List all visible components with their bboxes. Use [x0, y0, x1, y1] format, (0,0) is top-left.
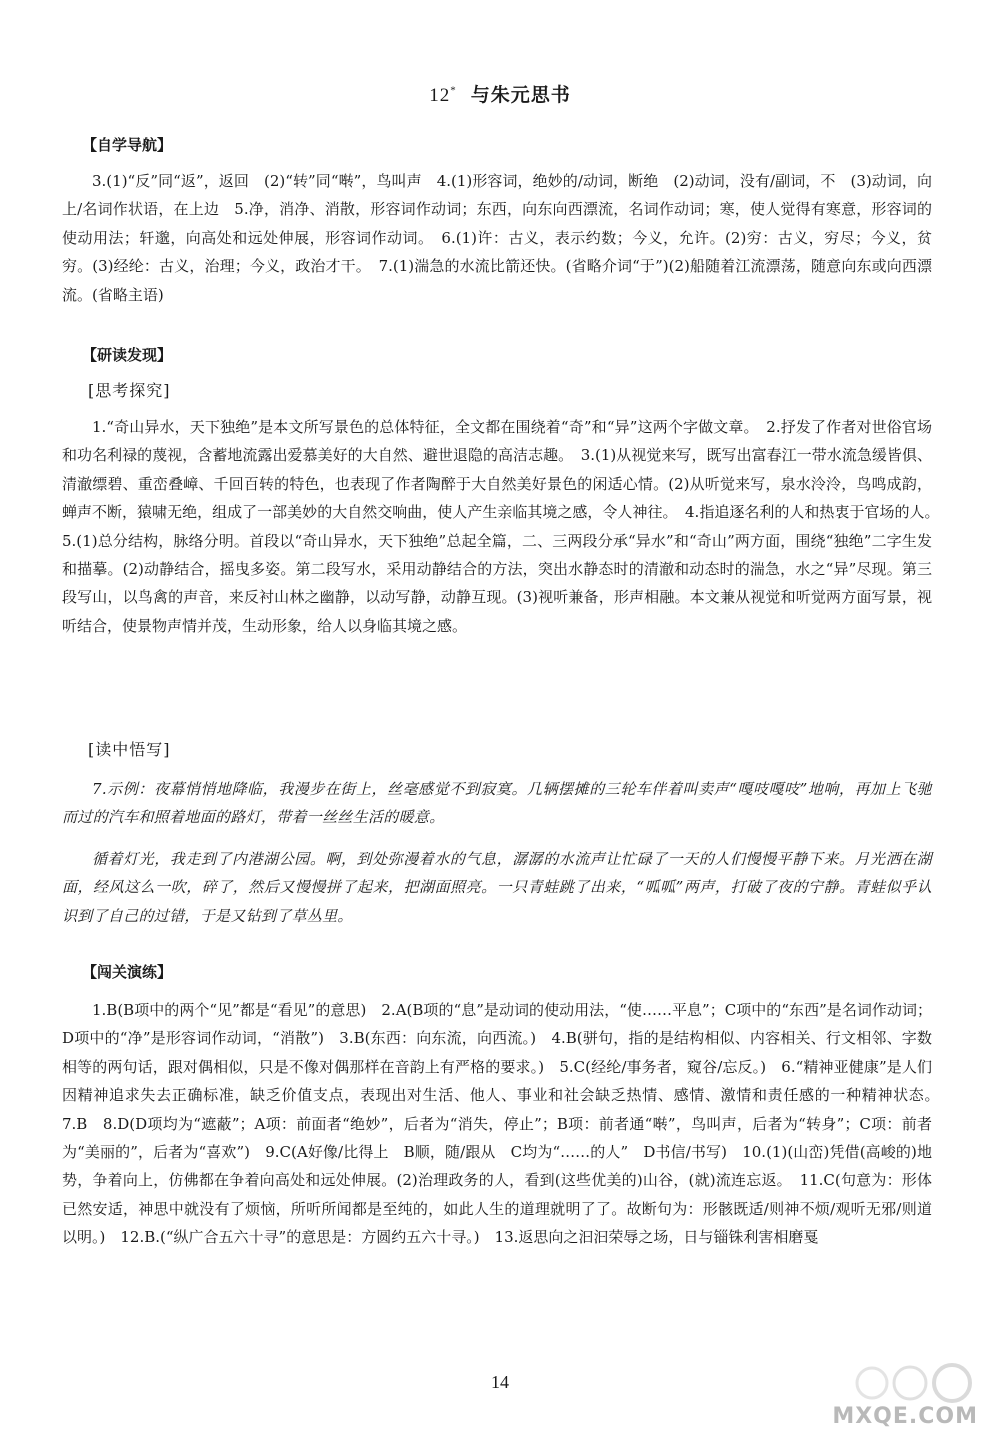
subheading-sikao: [思考探究] [88, 381, 171, 400]
lesson-number-text: 12 [429, 85, 451, 106]
chuangguan-answers: 1.B(B项中的两个“见”都是“看见”的意思) 2.A(B项的“息”是动词的使动用法，“使……平息”；C项中的“东西”是名词作动词；D项中的“净”是形容词作动词，“消散”) 3.B(东西：向东流，向西流。) 4.B(骈句，指的是结构相似、内容相关、行文相邻、字数相等的两句话，跟对偶相似，只是不像对偶那样在音韵上有严格的要求。) 5.C(经纶/事务者，窥谷/忘反。) 6.“精神亚健康”是人们因精神追求失去正确标准，缺乏价值支点，表现出对生活、他人、事业和社会缺乏热情、感情、激情和责任感的一种精神状态。 7.B 8.D(D项均为“遮蔽”；A项：前面者“绝妙”，后者为“消失，停止”；B项：前者通“啭”，鸟叫声，后者为“转身”；C项：前者为“美丽的”，后者为“喜欢”) 9.C(A好像/比得上 B顺，随/跟从 C均为“……的人” D书信/书写) 10.(1)(山峦)凭借(高峻的)地势，争着向上，仿佛都在争着向高处和远处伸展。(2)治理政务的人，看到(这些优美的)山谷，(就)流连忘返。 11.C(句意为：形体已然安适，神思中就没有了烦恼，所听所闻都是至纯的，如此人生的道理就明了了。故断句为：形骸既适/则神不烦/观听无邪/则道以明。) 12.B.(“纵广合五六十寻”的意思是：方圆约五六十寻。) 13.返思向之汩汩荣辱之场，日与锱铢利害相磨戛 [62, 1001, 948, 1247]
page-number: 14 [491, 1372, 509, 1392]
watermark-text: MXQE.COM [832, 1404, 978, 1429]
subheading-duzhong: [读中悟写] [88, 740, 171, 759]
page-title [0, 80, 1000, 107]
writing-sample-2: 循着灯光，我走到了内港湖公园。啊，到处弥漫着水的气息，潺潺的水流声让忙碌了一天的人们慢慢平静下来。月光洒在湖面，经风这么一吹，碎了，然后又慢慢拼了起来，把湖面照亮。一只青蛙跳了出来，“呱呱”两声，打破了夜的宁静。青蛙似乎认识到了自己的过错，于是又钻到了草丛里。 [62, 850, 932, 925]
lesson-mark: * [450, 84, 457, 97]
lesson-number [429, 85, 457, 106]
section-heading-chuangguan: 【闯关演练】 [82, 963, 173, 981]
writing-sample-1: 7.示例：夜幕悄悄地降临，我漫步在街上，丝毫感觉不到寂寞。几辆摆摊的三轮车伴着叫卖声“嘎吱嘎吱”地响，再加上飞驰而过的汽车和照着地面的路灯，带着一丝丝生活的暖意。 [62, 780, 932, 827]
section-heading-yandu: 【研读发现】 [82, 346, 173, 364]
yandu-answers: 1.“奇山异水，天下独绝”是本文所写景色的总体特征，全文都在围绕着“奇”和“异”这两个字做文章。 2.抒发了作者对世俗官场和功名利禄的蔑视，含蓄地流露出爱慕美好的大自然、避世退隐的高洁志趣。 3.(1)从视觉来写，既写出富春江一带水流急缓皆俱、清澈缥碧、重峦叠嶂、千回百转的特色，也表现了作者陶醉于大自然美好景色的闲适心情。(2)从听觉来写，泉水泠泠，鸟鸣成韵，蝉声不断，猿啸无绝，组成了一部美妙的大自然交响曲，使人产生亲临其境之感，令人神往。 4.指追逐名利的人和热衷于官场的人。 5.(1)总分结构，脉络分明。首段以“奇山异水，天下独绝”总起全篇，二、三两段分承“异水”和“奇山”两方面，围绕“独绝”二字生发和描摹。(2)动静结合，摇曳多姿。第二段写水，采用动静结合的方法，突出水静态时的清澈和动态时的湍急，水之“异”尽现。第三段写山，以鸟禽的声音，来反衬山林之幽静，以动写静，动静互现。(3)视听兼备，形声相融。本文兼从视觉和听觉两方面写景，视听结合，使景物声情并茂，生动形象，给人以身临其境之感。 [62, 418, 948, 635]
section-heading-zixue: 【自学导航】 [82, 136, 173, 154]
zixue-answers: 3.(1)“反”同“返”，返回 (2)“转”同“啭”，鸟叫声 4.(1)形容词，绝妙的/动词，断绝 (2)动词，没有/副词，不 (3)动词，向上/名词作状语，在上边 5.净，消净、消散，形容词作动词；东西，向东向西漂流，名词作动词；寒，使人觉得有寒意，形容词的使动用法；轩邈，向高处和远处伸展，形容词作动词。 6.(1)许：古义，表示约数；今义，允许。(2)穷：古义，穷尽；今义，贫穷。(3)经纶：古义，治理；今义，政治才干。 7.(1)湍急的水流比箭还快。(省略介词“于”)(2)船随着江流漂荡，随意向东或向西漂流。(省略主语) [62, 172, 932, 304]
lesson-title-text: 与朱元思书 [470, 84, 571, 106]
